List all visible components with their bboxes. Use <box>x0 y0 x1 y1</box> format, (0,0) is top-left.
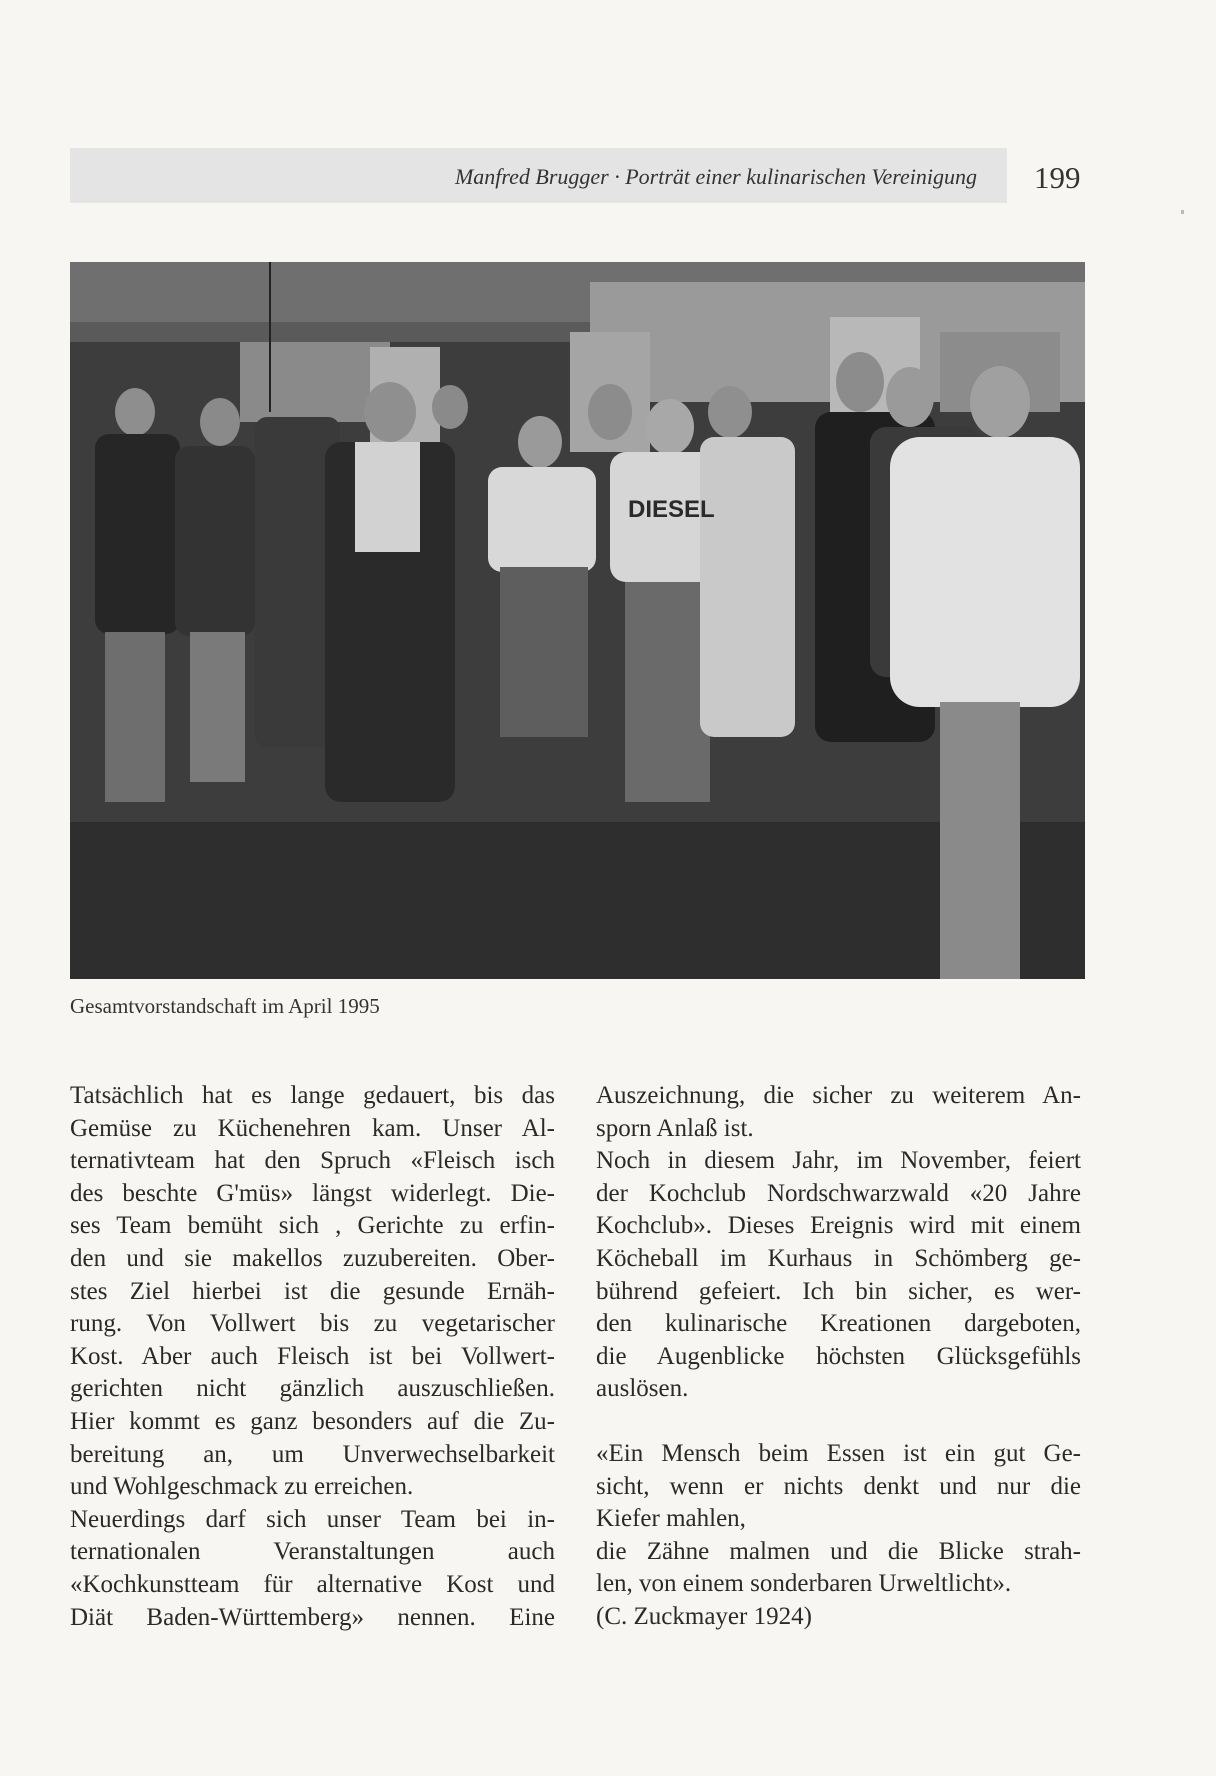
text-line: bereitung an, um Unverwechselbarkeit <box>70 1440 555 1468</box>
text-line: Diät Baden-Württemberg» nennen. Eine <box>70 1603 555 1631</box>
text-line: den und sie makellos zuzubereiten. Ober- <box>70 1244 555 1272</box>
text-line: bührend gefeiert. Ich bin sicher, es wer- <box>596 1277 1081 1305</box>
quote-attribution: (C. Zuckmayer 1924) <box>596 1602 812 1630</box>
text-line: rung. Von Vollwert bis zu vegetarischer <box>70 1310 555 1338</box>
text-line: ses Team bemüht sich , Gerichte zu erfin- <box>70 1212 555 1240</box>
text-line: die Augenblicke höchsten Glücksgefühls <box>596 1342 1081 1370</box>
text-line: gerichten nicht gänzlich auszuschließen. <box>70 1375 555 1403</box>
quote-line: «Ein Mensch beim Essen ist ein gut Ge- <box>596 1439 1081 1467</box>
photo-caption: Gesamtvorstandschaft im April 1995 <box>70 994 380 1018</box>
text-line: Gemüse zu Küchenehren kam. Unser Al- <box>70 1114 555 1142</box>
quote-line: Kiefer mahlen, <box>596 1505 746 1533</box>
text-line: der Kochclub Nordschwarzwald «20 Jahre <box>596 1179 1081 1207</box>
text-line: Noch in diesem Jahr, im November, feiert <box>596 1147 1081 1175</box>
text-line: ternativteam hat den Spruch «Fleisch isch <box>70 1147 555 1175</box>
text-line: den kulinarische Kreationen dargeboten, <box>596 1310 1081 1338</box>
text-line: und Wohlgeschmack zu erreichen. <box>70 1473 414 1501</box>
header-title: Manfred Brugger · Porträt einer kulinarischen Vereinigung <box>454 164 977 189</box>
page-number: 199 <box>1034 160 1081 195</box>
quote-line: len, von einem sonderbaren Urweltlicht». <box>596 1570 1012 1598</box>
text-line: Köcheball im Kurhaus in Schömberg ge- <box>596 1244 1081 1272</box>
quote-line: sicht, wenn er nichts denkt und nur die <box>596 1472 1081 1500</box>
text-line: des beschte G'müs» längst widerlegt. Die- <box>70 1179 555 1207</box>
text-line: stes Ziel hierbei ist die gesunde Ernäh- <box>70 1277 555 1305</box>
paragraph-gap <box>596 1406 1081 1438</box>
left-column <box>70 1080 555 1634</box>
text-line: Kochclub». Dieses Ereignis wird mit einem <box>596 1212 1081 1240</box>
sweatshirt-text: DIESEL <box>628 496 715 523</box>
group-photo <box>70 262 1085 979</box>
text-line: Neuerdings darf sich unser Team bei in- <box>70 1505 555 1533</box>
text-line: Kost. Aber auch Fleisch ist bei Vollwert- <box>70 1342 555 1370</box>
text-line: Auszeichnung, die sicher zu weiterem An- <box>596 1082 1081 1109</box>
text-line: Tatsächlich hat es lange gedauert, bis das <box>70 1082 555 1109</box>
text-line: «Kochkunstteam für alternative Kost und <box>70 1570 555 1598</box>
text-line: Hier kommt es ganz besonders auf die Zu- <box>70 1407 555 1435</box>
quote-line: die Zähne malmen und die Blicke strah- <box>596 1537 1081 1565</box>
text-line: auslösen. <box>596 1375 689 1403</box>
text-line: sporn Anlaß ist. <box>596 1114 754 1142</box>
right-column <box>596 1080 1081 1634</box>
text-line: ternationalen Veranstaltungen auch <box>70 1538 555 1566</box>
scan-mark <box>1181 210 1184 214</box>
running-header <box>70 148 1007 203</box>
